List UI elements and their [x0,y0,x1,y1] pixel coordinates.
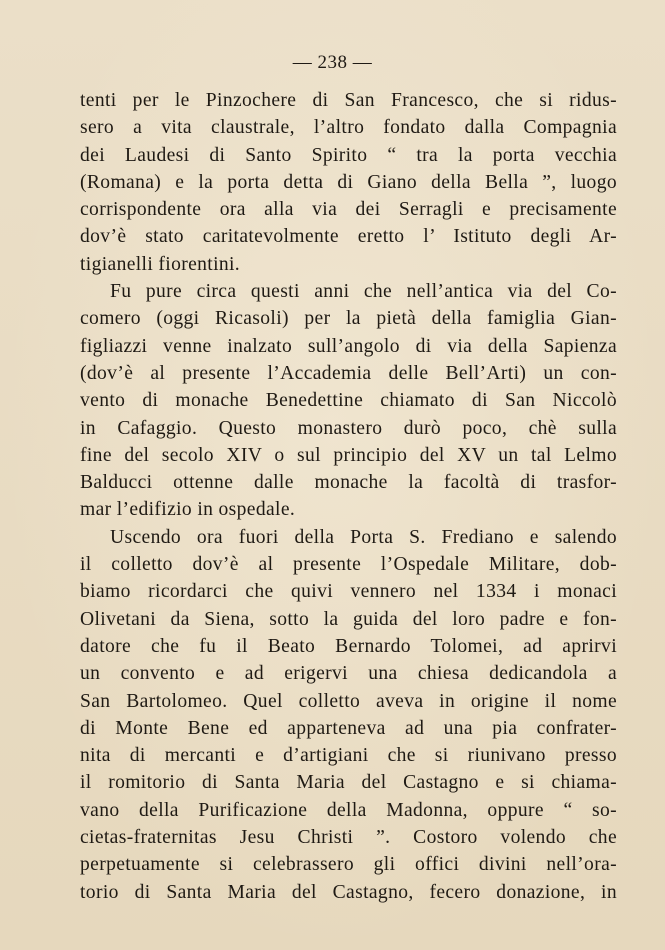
text-line: tigianelli fiorentini. [80,253,241,275]
text-line: datore che fu il Beato Bernardo Tolomei, ad aprirvi [80,635,617,657]
text-line: cietas-fraternitas Jesu Christi ”. Costoro volendo che [80,827,617,849]
text-line: vento di monache Benedettine chiamato di San Niccolò [80,390,617,412]
paragraph-start-line: Uscendo ora fuori della Porta S. Frediano e salendo [110,526,617,548]
text-line: perpetuamente si celebrassero gli offici divini nell’ora- [80,854,617,876]
text-line: un convento e ad erigervi una chiesa dedicandola a [80,663,617,685]
text-line: comero (oggi Ricasoli) per la pietà della famiglia Gian- [80,308,617,330]
text-line: mar l’edifizio in ospedale. [80,499,296,521]
text-line: (dov’è al presente l’Accademia delle Bell’Arti) un con- [80,362,617,384]
page-number: — 238 — [292,52,373,73]
text-line: in Cafaggio. Questo monastero durò poco, chè sulla [80,417,617,439]
text-line: tenti per le Pinzochere di San Francesco, che si ridus- [80,90,617,111]
text-line: figliazzi venne inalzato sull’angolo di via della Sapienza [80,335,617,357]
body-text [80,87,617,906]
paragraph-start-line: Fu pure circa questi anni che nell’antica via del Co- [110,281,617,303]
text-line: Balducci ottenne dalle monache la facoltà di trasfor- [80,472,617,494]
text-line: San Bartolomeo. Quel colletto aveva in origine il nome [80,690,617,712]
text-line: torio di Santa Maria del Castagno, fecero donazione, in [80,881,617,903]
text-line: di Monte Bene ed apparteneva ad una pia confrater- [80,717,617,739]
text-line: Olivetani da Siena, sotto la guida del loro padre e fon- [80,608,617,630]
text-line: il romitorio di Santa Maria del Castagno e si chiama- [80,772,617,794]
text-line: dov’è stato caritatevolmente eretto l’ Istituto degli Ar- [80,226,617,248]
text-line: fine del secolo XIV o sul principio del XV un tal Lelmo [80,444,617,466]
text-line: biamo ricordarci che quivi vennero nel 1334 i monaci [80,581,617,603]
text-line: (Romana) e la porta detta di Giano della Bella ”, luogo [80,171,617,193]
text-line: corrispondente ora alla via dei Serragli e precisamente [80,199,617,221]
text-line: il colletto dov’è al presente l’Ospedale Militare, dob- [80,554,617,576]
text-line: dei Laudesi di Santo Spirito “ tra la porta vecchia [80,144,617,166]
text-line: nita di mercanti e d’artigiani che si riunivano presso [80,745,617,767]
text-line: vano della Purificazione della Madonna, oppure “ so- [80,799,617,821]
text-line: sero a vita claustrale, l’altro fondato dalla Compagnia [80,117,617,139]
